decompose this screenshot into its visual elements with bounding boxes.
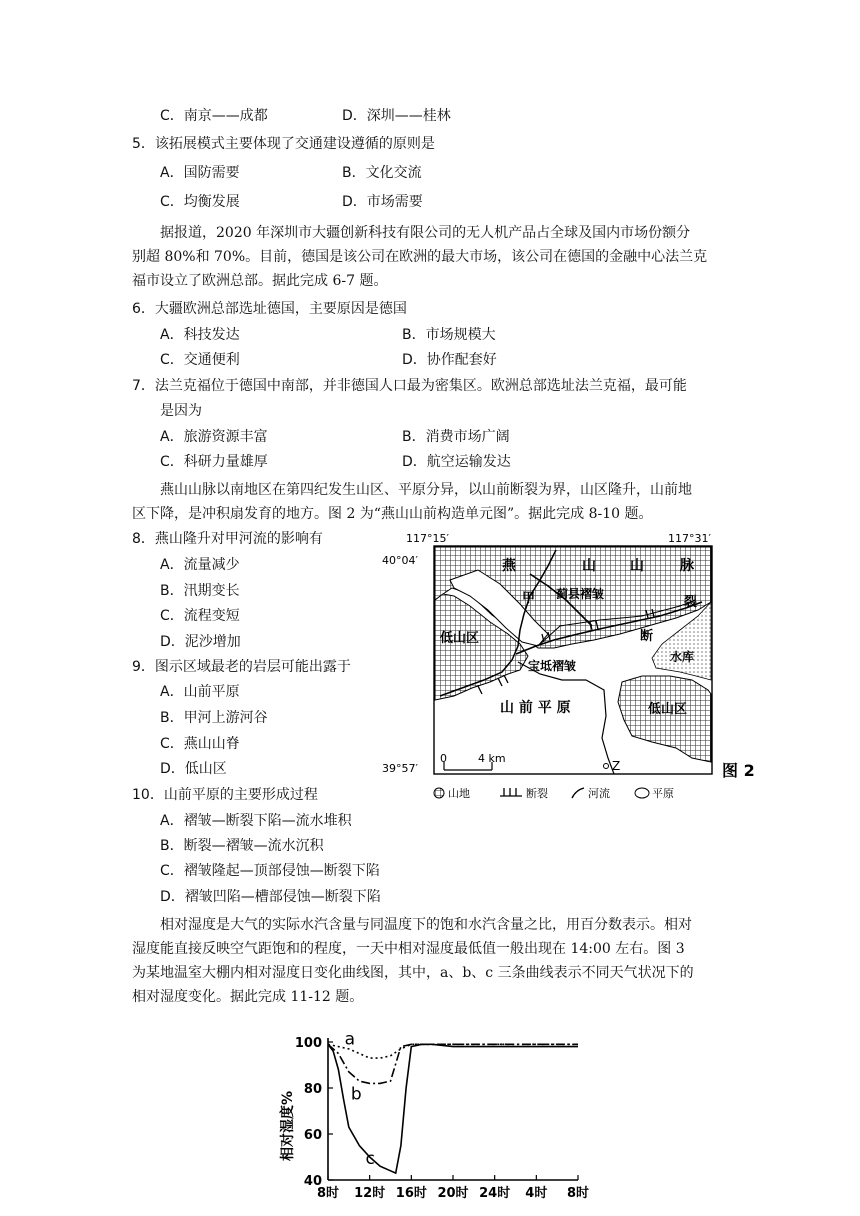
mountain-name-char-1: 燕: [502, 558, 516, 574]
q7-option-c: C．科研力量雄厚: [160, 454, 268, 470]
x-tick-label: 24时: [479, 1186, 511, 1201]
y-tick-label: 100: [294, 1036, 322, 1051]
q5-option-b: B．文化交流: [342, 165, 422, 181]
q9-option-c: C．燕山山脊: [160, 736, 240, 752]
q8-option-d: D．泥沙增加: [160, 634, 241, 650]
x-tick-label: 12时: [354, 1186, 386, 1201]
q7-option-d: D．航空运输发达: [402, 454, 511, 470]
q6-option-b: B．市场规模大: [402, 327, 496, 343]
lat-bottom-label: 39°57′: [382, 762, 418, 775]
q8-option-b: B．汛期变长: [160, 583, 240, 599]
q7-option-a: A．旅游资源丰富: [160, 429, 268, 445]
passage-yanshan: [132, 478, 734, 526]
fault-label-char-2: 裂: [684, 595, 698, 610]
q5-option-a: A．国防需要: [160, 165, 240, 181]
series-a-label: a: [344, 1029, 356, 1050]
legend-river-icon: [572, 788, 584, 798]
legend-plain-label: 平原: [652, 787, 674, 800]
river-jia-label: 甲: [522, 591, 536, 606]
scale-zero: 0: [440, 752, 447, 765]
q8-option-c: C．流程变短: [160, 608, 240, 624]
y-tick-label: 80: [303, 1082, 322, 1097]
lat-top-label: 40°04′: [382, 554, 418, 567]
q7-stem: 7．法兰克福位于德国中南部，并非德国人口最为密集区。欧洲总部选址法兰克福，最可能: [132, 378, 687, 394]
x-tick-label: 8时: [566, 1186, 590, 1201]
q5-option-c: C．均衡发展: [160, 194, 240, 210]
lon-left-label: 117°15′: [406, 532, 449, 545]
series-b-line: [328, 1044, 578, 1083]
baodi-fold-label: 宝坻褶皱: [528, 659, 577, 673]
q8-option-a: A．流量减少: [160, 557, 240, 573]
q5-stem: 5．该拓展模式主要体现了交通建设遵循的原则是: [132, 136, 435, 152]
reservoir-label: 水库: [670, 650, 695, 664]
chart-series: [328, 1029, 578, 1173]
legend-fault-label: 断裂: [526, 787, 548, 800]
series-c-label: c: [365, 1148, 375, 1169]
map-legend: [434, 786, 674, 800]
passage-humidity: [132, 913, 734, 1009]
q10-stem: 10．山前平原的主要形成过程: [132, 787, 318, 803]
chart-axes: [295, 1036, 589, 1201]
q10-option-d: D．褶皱凹陷—槽部侵蚀—断裂下陷: [160, 889, 381, 905]
q10-option-b: B．断裂—褶皱—流水沉积: [160, 838, 324, 854]
q6-option-c: C．交通便利: [160, 352, 240, 368]
x-tick-label: 20时: [437, 1186, 469, 1201]
low-hill-left-label: 低山区: [440, 631, 480, 646]
jixian-fold-label: 蓟县褶皱: [556, 587, 605, 601]
q4-option-d: D．深圳——桂林: [342, 108, 451, 124]
q9-option-b: B．甲河上游河谷: [160, 710, 268, 726]
legend-river-label: 河流: [588, 787, 610, 800]
q10-option-a: A．褶皱—断裂下陷—流水堆积: [160, 813, 352, 829]
q6-option-a: A．科技发达: [160, 327, 240, 343]
low-hill-right-label: 低山区: [648, 702, 688, 717]
q9-option-d: D．低山区: [160, 761, 227, 777]
passage-humidity-line-4: 相对湿度变化。据此完成 11-12 题。: [132, 989, 364, 1005]
q10-option-c: C．褶皱隆起—顶部侵蚀—断裂下陷: [160, 863, 380, 879]
passage-dji: [132, 221, 734, 293]
mountain-name-char-4: 脉: [680, 558, 694, 574]
mountain-name-char-3: 山: [630, 558, 644, 574]
q6-stem: 6．大疆欧洲总部选址德国，主要原因是德国: [132, 301, 407, 317]
legend-plain-icon: [635, 788, 649, 798]
legend-mountain-icon: [434, 788, 444, 798]
y-tick-label: 60: [303, 1128, 322, 1143]
y-axis-label: 相对湿度%: [280, 1090, 296, 1162]
lon-right-label: 117°31′: [668, 532, 711, 545]
q7-stem-cont: 是因为: [160, 403, 202, 419]
yanshan-structure-map: [380, 530, 780, 805]
q9-option-a: A．山前平原: [160, 684, 240, 700]
passage-dji-line-2: 别超 80%和 70%。目前，德国是该公司在欧洲的最大市场，该公司在德国的金融中心法兰克: [132, 249, 708, 265]
x-tick-label: 4时: [525, 1186, 548, 1201]
figure-2-label: 图 2: [722, 761, 755, 780]
point-z-label: Z: [612, 759, 621, 773]
q5-option-d: D．市场需要: [342, 194, 423, 210]
passage-humidity-line-2: 湿度能直接反映空气距饱和的程度，一天中相对湿度最低值一般出现在 14:00 左右。图 3: [132, 941, 685, 957]
passage-dji-line-3: 福市设立了欧洲总部。据此完成 6-7 题。: [132, 273, 388, 289]
fault-label-char-1: 断: [640, 629, 654, 644]
x-tick-label: 16时: [395, 1186, 427, 1201]
passage-yanshan-line-2: 区下降，是冲积扇发育的地方。图 2 为“燕山山前构造单元图”。据此完成 8-10 题。: [132, 506, 653, 522]
humidity-chart: [270, 1028, 610, 1216]
q8-stem: 8．燕山隆升对甲河流的影响有: [132, 531, 323, 547]
passage-yanshan-line-1: 燕山山脉以南地区在第四纪发生山区、平原分异，以山前断裂为界，山区隆升，山前地: [160, 482, 692, 498]
legend-mountain-label: 山地: [448, 787, 470, 800]
q9-stem: 9．图示区域最老的岩层可能出露于: [132, 659, 351, 675]
series-b-label: b: [350, 1084, 362, 1105]
mountain-name-char-2: 山: [582, 558, 596, 574]
q6-option-d: D．协作配套好: [402, 352, 497, 368]
q4-option-c: C．南京——成都: [160, 108, 268, 124]
y-tick-label: 40: [303, 1174, 322, 1189]
plain-label: 山 前 平 原: [500, 700, 571, 716]
q7-option-b: B．消费市场广阔: [402, 429, 510, 445]
x-tick-label: 8时: [316, 1186, 340, 1201]
scale-4km: 4 km: [478, 752, 506, 765]
passage-dji-line-1: 据报道，2020 年深圳市大疆创新科技有限公司的无人机产品占全球及国内市场份额分: [160, 225, 691, 241]
passage-humidity-line-3: 为某地温室大棚内相对湿度日变化曲线图，其中，a、b、c 三条曲线表示不同天气状况下的: [132, 965, 694, 981]
passage-humidity-line-1: 相对湿度是大气的实际水汽含量与同温度下的饱和水汽含量之比，用百分数表示。相对: [160, 917, 692, 933]
legend-fault-icon: [500, 788, 522, 796]
